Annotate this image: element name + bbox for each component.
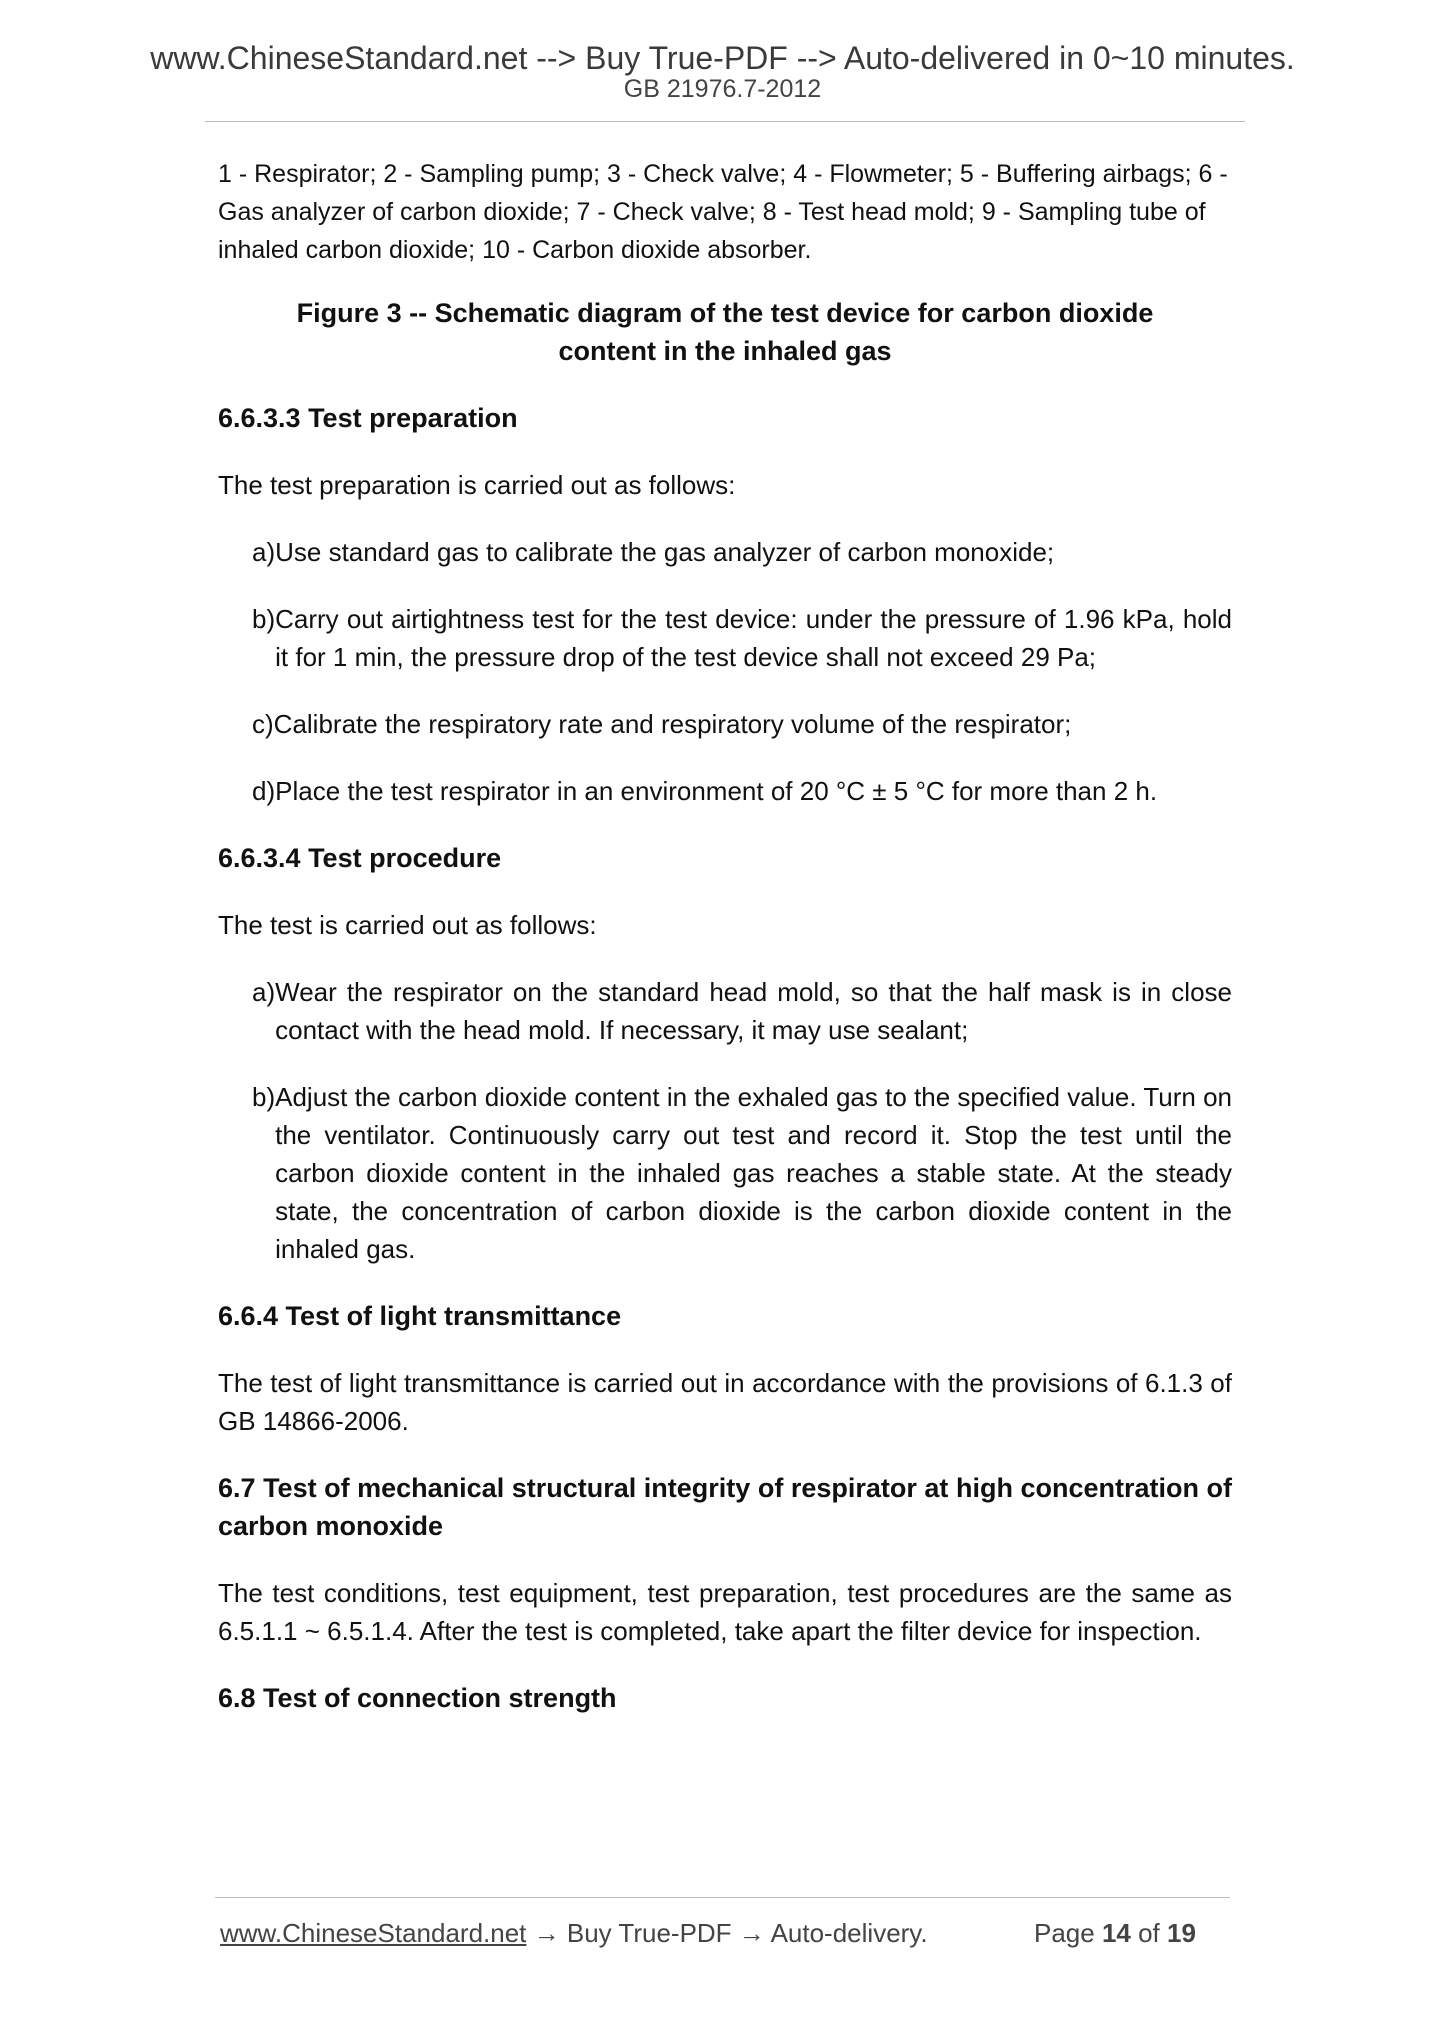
page-number (1034, 1916, 1196, 1950)
section-body-67: The test conditions, test equipment, test preparation, test procedures are the same as 6.5.1.1 ~ 6.5.1.4. After the test is completed, take apart the filter device for inspection. (218, 1578, 1232, 1646)
list-item (252, 533, 1232, 571)
list-text: Place the test respirator in an environment of 20 °C ± 5 °C for more than 2 h. (275, 776, 1158, 806)
section-body-664: The test of light transmittance is carried out in accordance with the provisions of 6.1.3 of GB 14866-2006. (218, 1368, 1232, 1436)
figure-legend: 1 - Respirator; 2 - Sampling pump; 3 - Check valve; 4 - Flowmeter; 5 - Buffering airbags; 6 - Gas analyzer of carbon dioxide; 7 - Check valve; 8 - Test head mold; 9 - Sampling tube of inhaled carbon dioxide; 10 - Carbon dioxide absorber. (218, 160, 1228, 264)
figure-caption: Figure 3 -- Schematic diagram of the test device for carbon dioxide content in the inhaled gas (296, 298, 1154, 366)
list-item (252, 705, 1232, 743)
section-heading-6634: 6.6.3.4 Test procedure (218, 843, 502, 873)
footer-tagline: → Buy True-PDF → Auto-delivery. (526, 1918, 928, 1948)
page-total: 19 (1167, 1918, 1196, 1948)
section-intro-6633: The test preparation is carried out as follows: (218, 470, 736, 500)
list-text: Adjust the carbon dioxide content in the exhaled gas to the specified value. Turn on the ventilator. Continuously carry out test and record it. Stop the test until the carbon dioxide content in the inhaled gas reaches a stable state. At the steady state, the concentration of carbon dioxide is the carbon dioxide content in the inhaled gas. (275, 1082, 1232, 1264)
list-marker: a) (252, 977, 276, 1007)
list-text: Carry out airtightness test for the test device: under the pressure of 1.96 kPa, hold it for 1 min, the pressure drop of the test device shall not exceed 29 Pa; (275, 604, 1232, 672)
list-text: Wear the respirator on the standard head mold, so that the half mask is in close contact with the head mold. If necessary, it may use sealant; (275, 977, 1232, 1045)
header-banner: www.ChineseStandard.net --> Buy True-PDF --> Auto-delivered in 0~10 minutes. (150, 40, 1295, 76)
list-text: Use standard gas to calibrate the gas analyzer of carbon monoxide; (275, 537, 1055, 567)
list-item (252, 973, 1232, 1049)
list-item (252, 600, 1232, 676)
page-current: 14 (1101, 1918, 1131, 1948)
section-heading-67: 6.7 Test of mechanical structural integrity of respirator at high concentration of carbon monoxide (218, 1473, 1232, 1541)
list-marker: d) (252, 776, 276, 806)
list-item (252, 1078, 1232, 1268)
page-content (218, 155, 1232, 1717)
list-marker: c) (252, 709, 274, 739)
page-label: Page (1034, 1918, 1102, 1948)
section-heading-6633: 6.6.3.3 Test preparation (218, 403, 518, 433)
list-text: Calibrate the respiratory rate and respiratory volume of the respirator; (273, 709, 1072, 739)
section-heading-68: 6.8 Test of connection strength (218, 1683, 617, 1713)
footer-divider (215, 1897, 1230, 1898)
list-marker: b) (252, 1082, 276, 1112)
standard-number: GB 21976.7-2012 (623, 75, 822, 103)
page-of: of (1130, 1918, 1168, 1948)
website-link[interactable]: www.ChineseStandard.net (220, 1918, 527, 1948)
list-marker: a) (252, 537, 276, 567)
header-divider (205, 121, 1245, 122)
list-marker: b) (252, 604, 276, 634)
section-intro-6634: The test is carried out as follows: (218, 910, 597, 940)
list-item (252, 772, 1232, 810)
footer-links (220, 1916, 928, 1950)
section-heading-664: 6.6.4 Test of light transmittance (218, 1301, 622, 1331)
